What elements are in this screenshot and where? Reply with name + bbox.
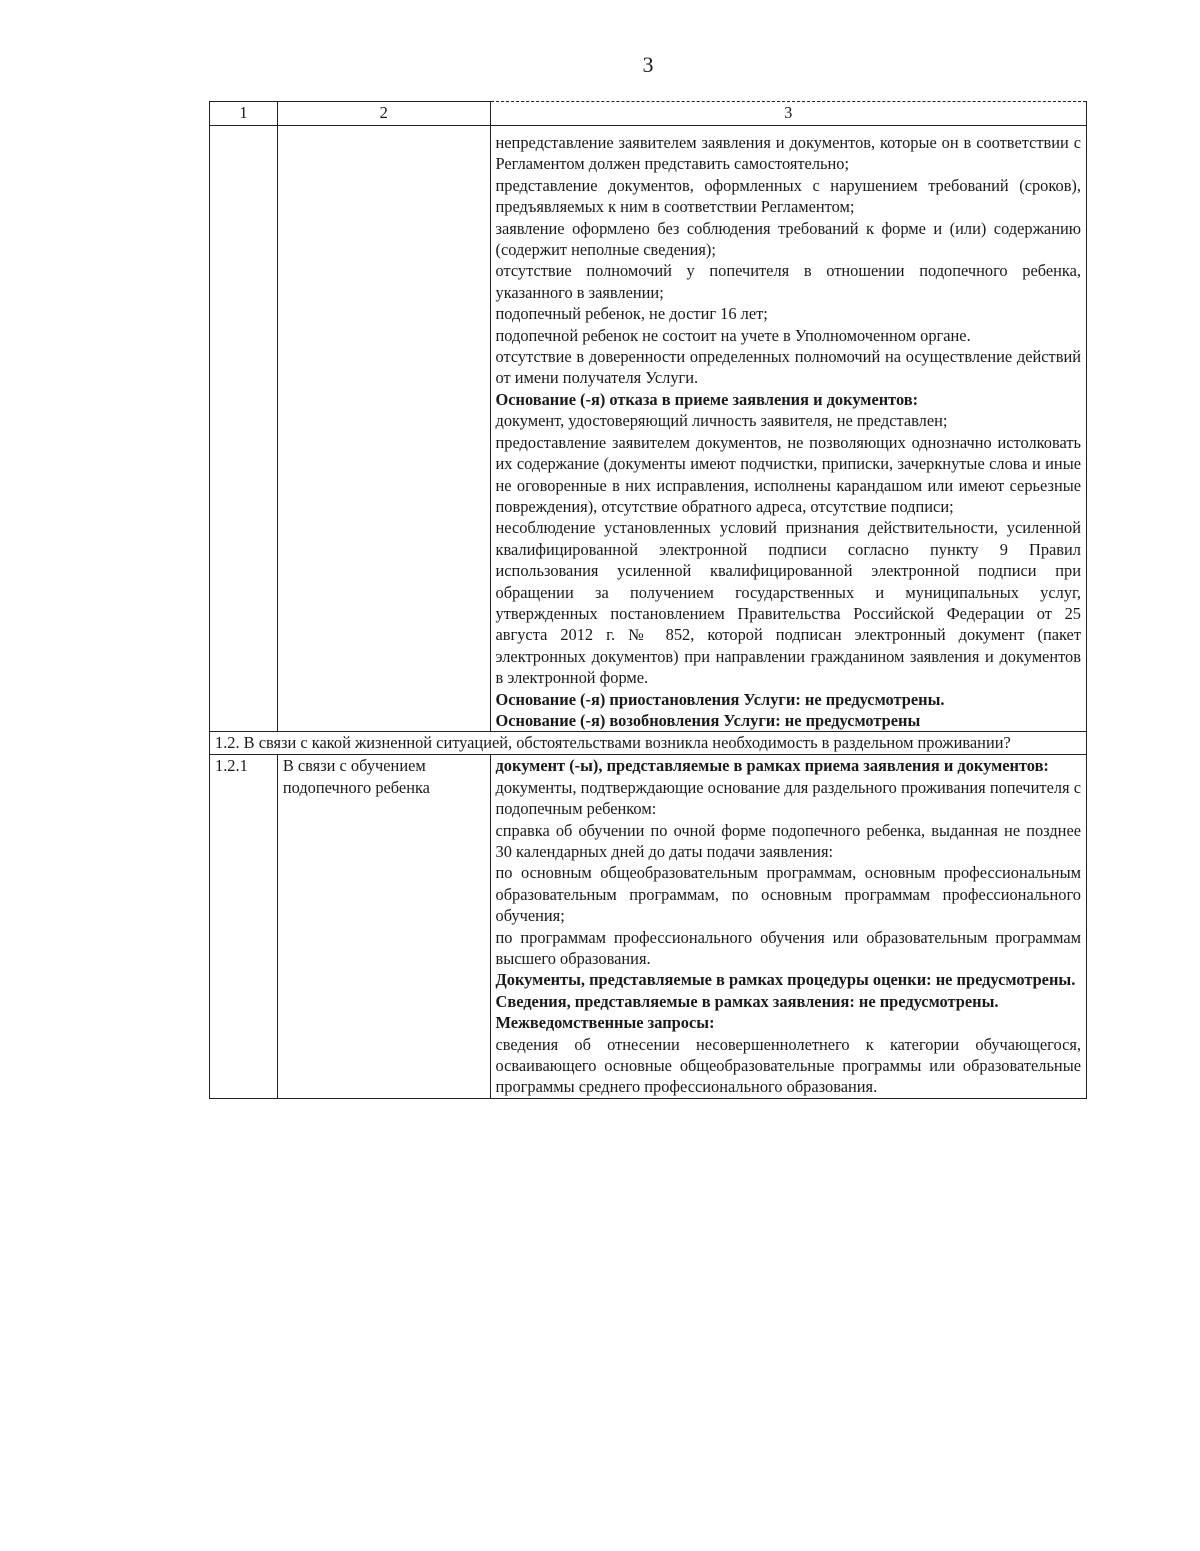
paragraph: сведения об отнесении несовершеннолетнего к категории обучающегося, осваивающего основные общеобразовательные программы или образовательные программы среднего профессионального образования. [495, 1034, 1081, 1097]
bold-heading: документ (-ы), представляемые в рамках приема заявления и документов: [495, 756, 1049, 776]
regulation-table [209, 101, 1087, 1099]
life-situation: В связи с обучением подопечного ребенка [277, 755, 490, 1099]
header-col-1: 1 [210, 102, 278, 126]
table-row [210, 126, 1087, 732]
section-heading-row [210, 732, 1087, 755]
row-number: 1.2.1 [210, 755, 278, 1099]
paragraph: документы, подтверждающие основание для раздельного проживания попечителя с подопечным ребенком: [495, 777, 1081, 819]
table-header-row [210, 102, 1087, 126]
paragraph: по программам профессионального обучения или образовательным программам высшего образования. [495, 927, 1081, 969]
empty-cell [277, 126, 490, 732]
documents-cell [490, 755, 1087, 1099]
paragraph: несоблюдение установленных условий признания действительности, усиленной квалифицированной электронной подписи согласно пункту 9 Правил использования усиленной квалифицированной электронной подписи при обращении за получением государственных и муниципальных услуг, утвержденных постановлением Правительства Российской Федерации от 25 августа 2012 г. № 852, которой подписан электронный документ (пакет электронных документов) при направлении гражданином заявления и документов в электронной форме. [495, 518, 1081, 688]
bold-heading: Основание (-я) отказа в приеме заявления и документов: [495, 389, 919, 409]
paragraph: по основным общеобразовательным программам, основным профессиональным образовательным программам, по основным программам профессионального обучения; [495, 863, 1081, 926]
bold-heading: Межведомственные запросы: [495, 1013, 715, 1033]
bold-heading: Основание (-я) возобновления Услуги: не предусмотрены [495, 710, 921, 730]
grounds-cell [490, 126, 1087, 732]
paragraph: предоставление заявителем документов, не позволяющих однозначно истолковать их содержание (документы имеют подчистки, приписки, зачеркнутые слова и иные не оговоренные в них исправления, исполнены карандашом или имеют серьезные повреждения), отсутствие обратного адреса, отсутствие подписи; [495, 432, 1081, 516]
bold-heading: Документы, представляемые в рамках процедуры оценки: не предусмотрены. [495, 970, 1076, 990]
table-row [210, 755, 1087, 1099]
paragraph: документ, удостоверяющий личность заявителя, не представлен; [495, 411, 948, 431]
paragraph: подопечный ребенок, не достиг 16 лет; [495, 304, 768, 324]
paragraph: отсутствие полномочий у попечителя в отношении подопечного ребенка, указанного в заявлении; [495, 261, 1081, 302]
page-number: 3 [642, 52, 654, 77]
section-heading: 1.2. В связи с какой жизненной ситуацией, обстоятельствами возникла необходимость в раздельном проживании? [210, 732, 1087, 755]
paragraph: непредставление заявителем заявления и документов, которые он в соответствии с Регламентом должен представить самостоятельно; [495, 133, 1081, 174]
paragraph: отсутствие в доверенности определенных полномочий на осуществление действий от имени получателя Услуги. [495, 347, 1081, 388]
bold-heading: Сведения, представляемые в рамках заявления: не предусмотрены. [495, 991, 999, 1011]
paragraph: представление документов, оформленных с нарушением требований (сроков), предъявляемых к ним в соответствии Регламентом; [495, 175, 1081, 217]
paragraph: подопечной ребенок не состоит на учете в Уполномоченном органе. [495, 325, 971, 345]
header-col-3: 3 [490, 102, 1087, 126]
bold-heading: Основание (-я) приостановления Услуги: не предусмотрены. [495, 689, 945, 709]
header-col-2: 2 [277, 102, 490, 126]
paragraph: справка об обучении по очной форме подопечного ребенка, выданная не позднее 30 календарных дней до даты подачи заявления: [495, 820, 1081, 861]
paragraph: заявление оформлено без соблюдения требований к форме и (или) содержанию (содержит неполные сведения); [495, 218, 1081, 260]
empty-cell [210, 126, 278, 732]
